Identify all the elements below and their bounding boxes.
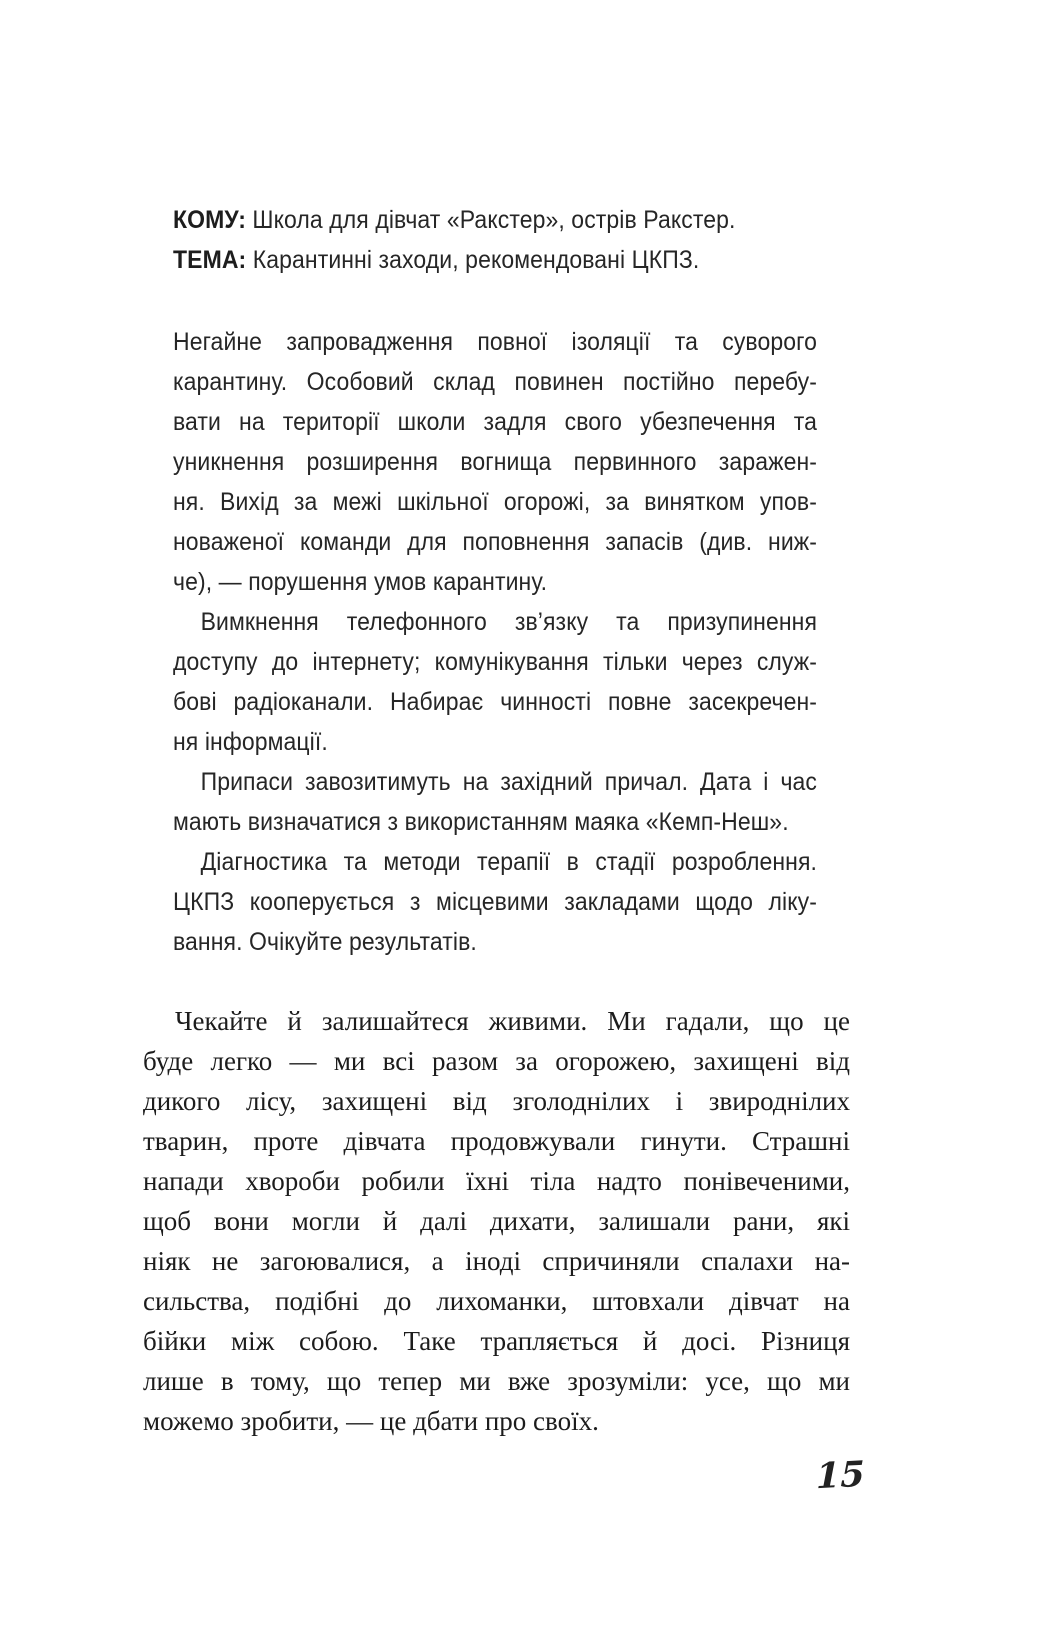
paragraph	[173, 842, 817, 962]
memo-subject-value: Карантинні заходи, рекомендовані ЦКПЗ.	[246, 246, 700, 274]
text-line: лише в тому, що тепер ми вже зрозуміли: усе, що ми	[143, 1366, 850, 1396]
text-line: Діагностика та методи терапії в стадії розроблення.	[200, 848, 818, 876]
body-paragraphs	[143, 1001, 850, 1441]
text-line: можемо зробити, — це дбати про своїх.	[143, 1406, 599, 1436]
text-line: дикого лісу, захищені від зголоднілих і звироднілих	[143, 1086, 850, 1116]
text-line: че), — порушення умов карантину.	[173, 568, 548, 596]
text-line: сильства, подібні до лихоманки, штовхали дівчат на	[143, 1286, 850, 1316]
text-line: ЦКПЗ кооперується з місцевими закладами щодо ліку-	[173, 888, 817, 916]
page-number: 15	[816, 1453, 865, 1498]
paragraph	[173, 602, 817, 762]
text-line: тварин, проте дівчата продовжували гинути. Страшні	[143, 1126, 850, 1156]
memo-to-line	[173, 200, 817, 240]
text-line: бові радіоканали. Набирає чинності повне засекречен-	[173, 688, 817, 716]
text-line: ніяк не загоювалися, а іноді спричиняли спалахи на-	[143, 1246, 850, 1276]
text-line: новаженої команди для поповнення запасів (див. ниж-	[173, 528, 817, 556]
paragraph	[143, 1001, 850, 1441]
text-line: Припаси завозитимуть на західний причал. Дата і час	[200, 768, 818, 796]
text-line: уникнення розширення вогнища первинного заражен-	[173, 448, 817, 476]
text-line: вати на території школи задля свого убезпечення та	[173, 408, 817, 436]
paragraph	[173, 322, 817, 602]
text-line: карантину. Особовий склад повинен постійно перебу-	[173, 368, 817, 396]
text-line: бійки між собою. Таке трапляється й досі. Різниця	[143, 1326, 850, 1356]
memo-subject-label: ТЕМА:	[173, 246, 247, 274]
text-line: ня інформації.	[173, 728, 328, 756]
text-line: щоб вони могли й далі дихати, залишали рани, які	[143, 1206, 850, 1236]
memo-header	[173, 200, 817, 280]
memo-to-value: Школа для дівчат «Ракстер», острів Ракстер.	[245, 206, 736, 234]
text-line: вання. Очікуйте результатів.	[173, 928, 477, 956]
text-line: Вимкнення телефонного зв’язку та призупинення	[200, 608, 818, 636]
text-line: Чекайте й залишайтеся живими. Ми гадали, що це	[175, 1006, 850, 1036]
text-line: ня. Вихід за межі шкільної огорожі, за винятком упов-	[173, 488, 817, 516]
text-line: напади хвороби робили їхні тіла надто понівеченими,	[143, 1166, 850, 1196]
text-line: Негайне запровадження повної ізоляції та суворого	[173, 328, 817, 356]
text-line: мають визначатися з використанням маяка «Кемп-Неш».	[173, 808, 789, 836]
text-line: буде легко — ми всі разом за огорожею, захищені від	[143, 1046, 850, 1076]
memo-to-label: КОМУ:	[173, 206, 246, 234]
memo-paragraphs	[173, 322, 817, 962]
memo-block	[173, 200, 817, 962]
text-line: доступу до інтернету; комунікування тільки через служ-	[173, 648, 817, 676]
paragraph	[173, 762, 817, 842]
memo-subject-line	[173, 240, 817, 280]
